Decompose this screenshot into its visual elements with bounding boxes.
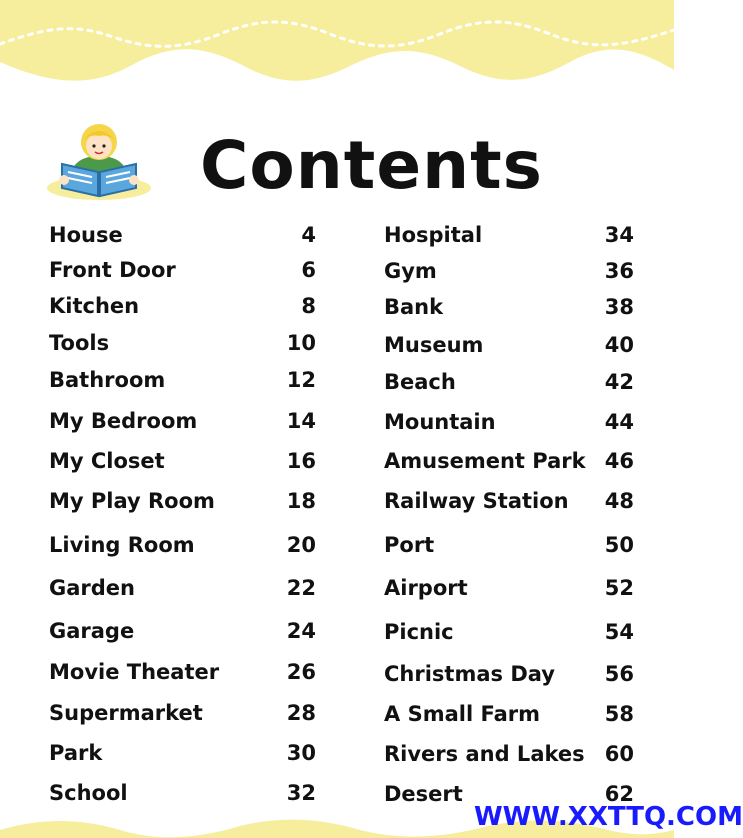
toc-entry-label: Bathroom: [49, 368, 166, 392]
toc-entry: [384, 486, 634, 516]
toc-entry-label: My Play Room: [49, 489, 215, 513]
toc-entry-page-number: 24: [286, 619, 316, 643]
toc-entry: [49, 573, 316, 603]
toc-entry-page-number: 10: [286, 331, 316, 355]
toc-entry-label: Garden: [49, 576, 135, 600]
toc-entry: [49, 291, 316, 321]
toc-entry: [384, 367, 634, 397]
toc-entry-label: Tools: [49, 331, 110, 355]
toc-entry-label: Christmas Day: [384, 662, 555, 686]
toc-entry: [49, 255, 316, 285]
toc-entry: [384, 330, 634, 360]
toc-entry-page-number: 28: [286, 701, 316, 725]
toc-entry-page-number: 8: [301, 294, 316, 318]
toc-entry: [384, 659, 634, 689]
toc-entry-page-number: 4: [301, 223, 316, 247]
toc-entry-label: Gym: [384, 259, 437, 283]
toc-entry-label: Museum: [384, 333, 484, 357]
toc-entry-page-number: 56: [604, 662, 634, 686]
toc-entry-page-number: 40: [604, 333, 634, 357]
page-title: Contents: [200, 127, 543, 204]
toc-entry: [49, 365, 316, 395]
watermark: WWW.XXTTQ.COM: [474, 802, 743, 832]
toc-entry-label: Hospital: [384, 223, 483, 247]
toc-entry-label: Desert: [384, 782, 463, 806]
toc-entry-label: Supermarket: [49, 701, 203, 725]
toc-entry: [384, 407, 634, 437]
toc-entry-page-number: 44: [604, 410, 634, 434]
toc-entry-label: Rivers and Lakes: [384, 742, 585, 766]
toc-entry: [49, 698, 316, 728]
toc-entry: [49, 328, 316, 358]
toc-entry-page-number: 16: [286, 449, 316, 473]
toc-entry: [49, 530, 316, 560]
toc-entry-page-number: 42: [604, 370, 634, 394]
toc-entry-label: Railway Station: [384, 489, 569, 513]
toc-entry-label: Garage: [49, 619, 135, 643]
toc-entry-label: My Closet: [49, 449, 165, 473]
toc-entry-page-number: 36: [604, 259, 634, 283]
toc-entry-page-number: 62: [604, 782, 634, 806]
toc-entry-page-number: 26: [286, 660, 316, 684]
toc-entry: [384, 256, 634, 286]
toc-entry-label: Front Door: [49, 258, 176, 282]
toc-entry-page-number: 58: [604, 702, 634, 726]
toc-entry-page-number: 60: [604, 742, 634, 766]
toc-entry-page-number: 46: [604, 449, 634, 473]
toc-entry-label: School: [49, 781, 128, 805]
toc-entry-page-number: 20: [286, 533, 316, 557]
toc-entry: [384, 220, 634, 250]
toc-entry-page-number: 30: [286, 741, 316, 765]
toc-entry: [49, 657, 316, 687]
toc-entry: [384, 446, 634, 476]
toc-entry-label: Beach: [384, 370, 456, 394]
toc-entry-page-number: 50: [604, 533, 634, 557]
toc-entry: [49, 406, 316, 436]
toc-entry: [384, 617, 634, 647]
toc-entry: [384, 739, 634, 769]
toc-entry-page-number: 18: [286, 489, 316, 513]
toc-entry-page-number: 22: [286, 576, 316, 600]
toc-entry: [49, 616, 316, 646]
toc-entry-label: Airport: [384, 576, 468, 600]
toc-entry: [384, 292, 634, 322]
toc-entry: [49, 486, 316, 516]
toc-entry-label: Amusement Park: [384, 449, 586, 473]
toc-entry-page-number: 34: [604, 223, 634, 247]
toc-entry-label: My Bedroom: [49, 409, 198, 433]
toc-entry-label: Kitchen: [49, 294, 140, 318]
toc-entry: [384, 573, 634, 603]
toc-entry-page-number: 32: [286, 781, 316, 805]
toc-entry-page-number: 54: [604, 620, 634, 644]
child-reading-book-icon: [44, 120, 154, 200]
top-wave-decoration: [0, 0, 674, 110]
toc-entry-label: Park: [49, 741, 103, 765]
toc-entry-page-number: 6: [301, 258, 316, 282]
toc-entry-page-number: 14: [286, 409, 316, 433]
toc-entry: [49, 738, 316, 768]
toc-entry-label: Picnic: [384, 620, 454, 644]
toc-entry: [384, 699, 634, 729]
toc-entry-label: Bank: [384, 295, 444, 319]
toc-entry: [49, 446, 316, 476]
toc-entry-label: Mountain: [384, 410, 496, 434]
toc-entry-label: House: [49, 223, 123, 247]
toc-entry-page-number: 12: [286, 368, 316, 392]
toc-entry-label: Port: [384, 533, 435, 557]
toc-entry-label: A Small Farm: [384, 702, 540, 726]
toc-entry-page-number: 38: [604, 295, 634, 319]
toc-entry-label: Movie Theater: [49, 660, 220, 684]
toc-entry: [49, 778, 316, 808]
toc-entry: [384, 530, 634, 560]
toc-entry: [49, 220, 316, 250]
toc-entry-page-number: 52: [604, 576, 634, 600]
toc-entry-page-number: 48: [604, 489, 634, 513]
toc-entry-label: Living Room: [49, 533, 195, 557]
